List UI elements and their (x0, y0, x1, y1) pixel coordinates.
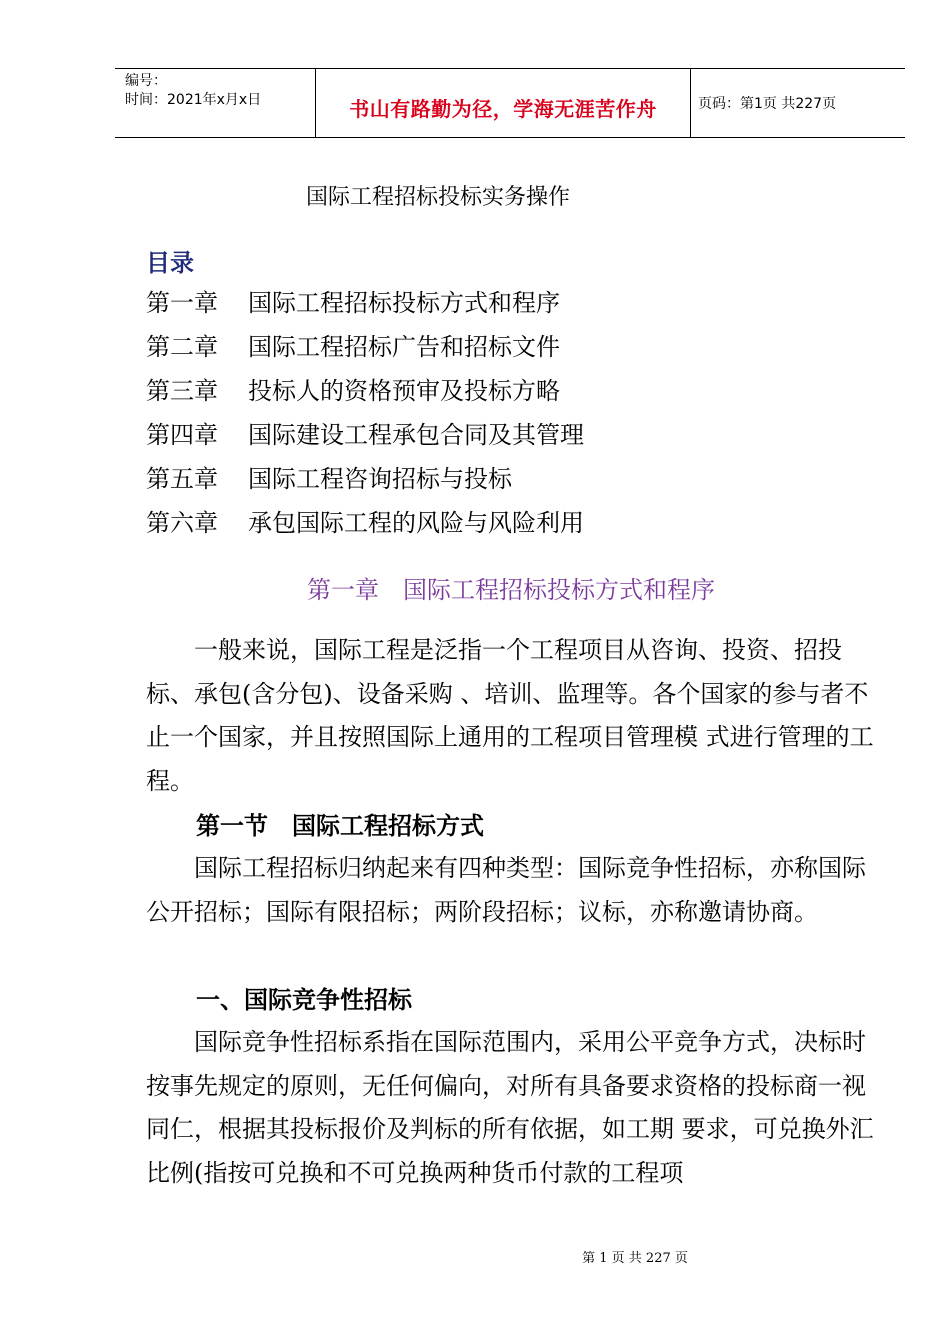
toc-chapter: 第五章 (146, 465, 218, 493)
header-left-cell (115, 69, 315, 137)
subsection-paragraph: 国际竞争性招标系指在国际范围内，采用公平竞争方式，决标时按事先规定的原则，无任何偏向，对所有具备要求资格的投标商一视同仁，根据其投标报价及判标的所有依据，如工期 要求，可兑换外汇比例(指按可兑换和不可兑换两种货币付款的工程项 (146, 1028, 874, 1187)
header-page-cell (690, 69, 905, 137)
table-of-contents (146, 287, 584, 551)
header-motto-cell (315, 69, 691, 137)
section-paragraph: 国际工程招标归纳起来有四种类型：国际竞争性招标，亦称国际公开招标；国际有限招标；两阶段招标；议标，亦称邀请协商。 (146, 854, 866, 926)
toc-chapter: 第三章 (146, 377, 218, 405)
toc-title: 国际工程咨询招标与投标 (248, 465, 512, 493)
toc-chapter: 第四章 (146, 421, 218, 449)
toc-chapter: 第一章 (146, 289, 218, 317)
toc-title: 国际工程招标投标方式和程序 (248, 289, 560, 317)
subsection-heading: 一、国际竞争性招标 (196, 986, 412, 1014)
header-table (115, 68, 905, 138)
toc-item (146, 419, 584, 463)
toc-title: 国际工程招标广告和招标文件 (248, 333, 560, 361)
toc-chapter: 第二章 (146, 333, 218, 361)
toc-item (146, 463, 584, 507)
page-footer: 第 1 页 共 227 页 (582, 1251, 688, 1266)
toc-item (146, 507, 584, 551)
document-title: 国际工程招标投标实务操作 (305, 185, 570, 210)
toc-title: 投标人的资格预审及投标方略 (248, 377, 560, 405)
toc-heading: 目录 (146, 249, 194, 277)
number-label: 编号： (125, 73, 167, 89)
toc-chapter: 第六章 (146, 509, 218, 537)
toc-item (146, 287, 584, 331)
chapter-heading: 第一章 国际工程招标投标方式和程序 (307, 576, 715, 604)
toc-item (146, 331, 584, 375)
toc-item (146, 375, 584, 419)
section-heading: 第一节 国际工程招标方式 (196, 812, 484, 840)
page-label: 页码：第1页 共227页 (698, 96, 837, 112)
time-label: 时间：2021年x月x日 (125, 92, 262, 108)
toc-title: 承包国际工程的风险与风险利用 (248, 509, 584, 537)
toc-title: 国际建设工程承包合同及其管理 (248, 421, 584, 449)
intro-paragraph: 一般来说，国际工程是泛指一个工程项目从咨询、投资、招投标、承包(含分包)、设备采购 、培训、监理等。各个国家的参与者不止一个国家，并且按照国际上通用的工程项目管理模 式进行管理的工程。 (146, 636, 874, 795)
motto-text: 书山有路勤为径，学海无涯苦作舟 (349, 97, 657, 121)
